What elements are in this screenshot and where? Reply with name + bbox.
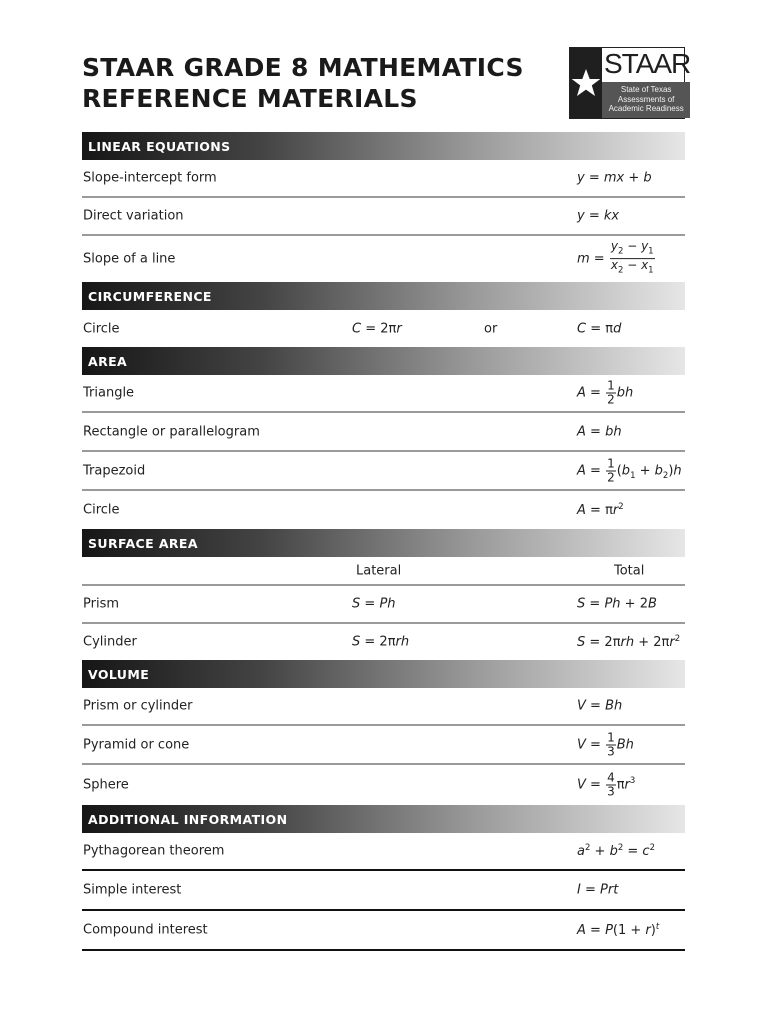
- table-row: [82, 688, 685, 726]
- table-row: [82, 726, 685, 765]
- section-header-linear-equations: LINEAR EQUATIONS: [82, 132, 685, 160]
- formula: A = $\frac{1}{2}$ $(b_1 + b_2)h$: [577, 456, 682, 484]
- formula: I = Prt: [577, 882, 619, 898]
- row-label: Pythagorean theorem: [83, 843, 225, 859]
- formula: y = kx: [577, 208, 620, 224]
- formula: $A = P(1 + r)^t$: [577, 921, 660, 939]
- row-label: Triangle: [83, 385, 135, 401]
- table-row: [82, 160, 685, 198]
- formula-lateral: S = Ph: [352, 596, 396, 612]
- table-row: [82, 491, 685, 529]
- formula: A = $\frac{1}{2}$ bh: [577, 378, 634, 407]
- formula: V = $\frac{4}{3}$ $\pi r^3$: [577, 770, 636, 799]
- table-row: [82, 871, 685, 911]
- section-header-volume: VOLUME: [82, 660, 685, 688]
- row-label: Compound interest: [83, 922, 208, 938]
- reference-table: [82, 132, 685, 951]
- table-row: [82, 375, 685, 413]
- or-text: or: [484, 321, 498, 336]
- formula: V = Bh: [577, 698, 623, 714]
- title-line-2: REFERENCE MATERIALS: [82, 84, 418, 113]
- formula: C = 2πr: [352, 321, 402, 336]
- staar-logo: [569, 47, 691, 119]
- row-label: Circle: [83, 321, 120, 336]
- table-row: [82, 833, 685, 871]
- formula: $A = \pi r^2$: [577, 501, 624, 519]
- section-header-area: AREA: [82, 347, 685, 375]
- table-row: [82, 452, 685, 491]
- table-row: [82, 310, 685, 347]
- formula-total: S = Ph + 2B: [577, 596, 657, 612]
- row-label: Prism: [83, 596, 120, 612]
- formula-lateral: S = 2πrh: [352, 634, 410, 650]
- row-label: Slope of a line: [83, 251, 176, 267]
- table-header-row: [82, 557, 685, 586]
- row-label: Prism or cylinder: [83, 698, 193, 714]
- table-row: [82, 586, 685, 624]
- formula: C = πd: [577, 321, 622, 336]
- row-label: Slope-intercept form: [83, 170, 217, 186]
- section-header-additional-information: ADDITIONAL INFORMATION: [82, 805, 685, 833]
- row-label: Sphere: [83, 777, 129, 793]
- section-header-surface-area: SURFACE AREA: [82, 529, 685, 557]
- formula: V = $\frac{1}{3}$ Bh: [577, 730, 634, 758]
- row-label: Rectangle or parallelogram: [83, 424, 260, 439]
- logo-wordmark: STAAR: [604, 48, 691, 79]
- logo-subtitle: State of Texas Assessments of Academic Readiness: [602, 82, 690, 118]
- title-line-1: STAAR GRADE 8 MATHEMATICS: [82, 53, 524, 82]
- row-label: Pyramid or cone: [83, 737, 190, 752]
- formula: $a^2 + b^2 = c^2$: [577, 842, 655, 860]
- table-row: [82, 911, 685, 951]
- section-header-circumference: CIRCUMFERENCE: [82, 282, 685, 310]
- row-label: Direct variation: [83, 208, 184, 224]
- row-label: Trapezoid: [83, 463, 146, 478]
- formula: y = mx + b: [577, 170, 652, 186]
- table-row: [82, 198, 685, 236]
- row-label: Simple interest: [83, 882, 182, 898]
- formula: A = bh: [577, 424, 622, 439]
- column-header-lateral: Lateral: [356, 563, 402, 578]
- page-title: [82, 52, 552, 114]
- table-row: [82, 236, 685, 282]
- star-icon: [570, 48, 602, 118]
- row-label: Cylinder: [83, 634, 137, 650]
- table-row: [82, 413, 685, 452]
- table-row: [82, 624, 685, 660]
- column-header-total: Total: [614, 563, 645, 578]
- row-label: Circle: [83, 502, 120, 518]
- table-row: [82, 765, 685, 805]
- formula-total: $S = 2\pi rh + 2\pi r^2$: [577, 633, 681, 651]
- formula: m = $\frac{y_2 - y_1}{x_2 - x_1}$: [577, 239, 654, 276]
